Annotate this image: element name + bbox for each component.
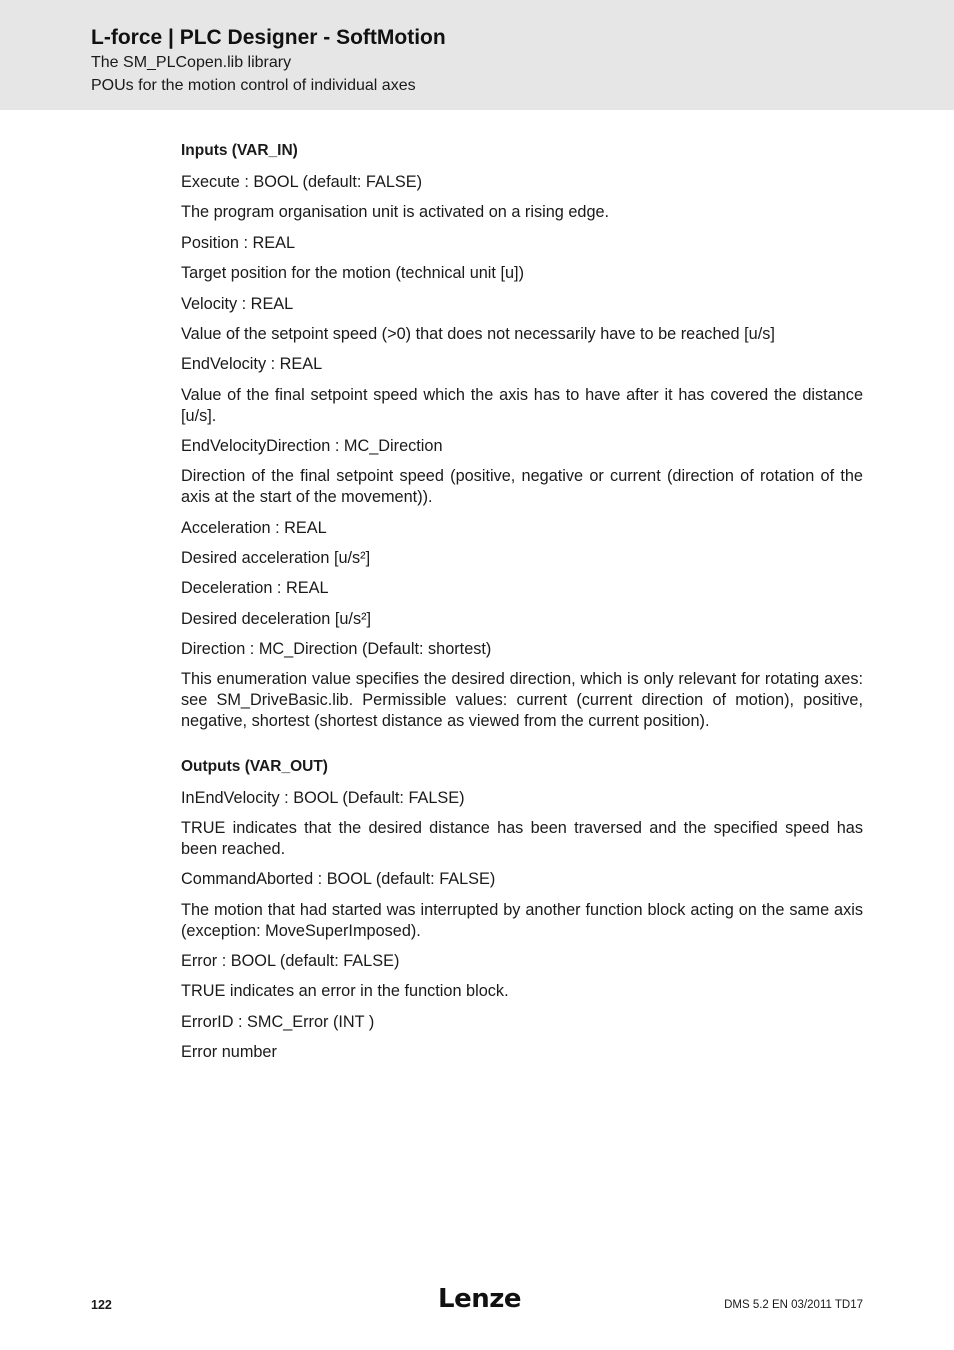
input-endvelocitydirection-desc: Direction of the final setpoint speed (positive, negative or current (direction of rotation of the axis at the start of the movement)). <box>181 467 863 507</box>
document-title: L-force | PLC Designer - SoftMotion <box>91 26 446 49</box>
input-deceleration-decl: Deceleration : REAL <box>181 579 329 598</box>
document-subtitle-library: The SM_PLCopen.lib library <box>91 54 292 71</box>
input-acceleration-decl: Acceleration : REAL <box>181 518 327 537</box>
input-execute-desc: The program organisation unit is activated on a rising edge. <box>181 203 610 222</box>
input-endvelocity-desc: Value of the final setpoint speed which the axis has to have after it has covered the distance [u/s]. <box>181 385 863 425</box>
input-acceleration-desc: Desired acceleration [u/s²] <box>181 548 371 567</box>
input-velocity-decl: Velocity : REAL <box>181 294 294 313</box>
lenze-logo: Lenze <box>438 1284 521 1314</box>
outputs-heading: Outputs (VAR_OUT) <box>181 757 328 775</box>
input-deceleration-desc: Desired deceleration [u/s²] <box>181 609 372 628</box>
output-errorid-desc: Error number <box>181 1043 277 1062</box>
output-commandaborted-decl: CommandAborted : BOOL (default: FALSE) <box>181 870 496 889</box>
input-direction-decl: Direction : MC_Direction (Default: shortest) <box>181 640 492 659</box>
output-commandaborted-desc: The motion that had started was interrupted by another function block acting on the same axis (exception: MoveSuperImposed). <box>181 900 863 940</box>
input-endvelocitydirection-decl: EndVelocityDirection : MC_Direction <box>181 436 443 455</box>
input-endvelocity-decl: EndVelocity : REAL <box>181 355 323 374</box>
output-errorid-decl: ErrorID : SMC_Error (INT ) <box>181 1012 375 1031</box>
input-position-desc: Target position for the motion (technical unit [u]) <box>181 264 524 283</box>
page-content <box>181 140 863 1073</box>
page-number: 122 <box>91 1298 112 1312</box>
output-error-desc: TRUE indicates an error in the function block. <box>181 982 509 1001</box>
inputs-heading: Inputs (VAR_IN) <box>181 142 298 159</box>
document-subtitle-section: POUs for the motion control of individual axes <box>91 77 416 94</box>
outputs-list <box>181 788 863 1063</box>
input-velocity-desc: Value of the setpoint speed (>0) that does not necessarily have to be reached [u/s] <box>181 324 775 343</box>
document-id: DMS 5.2 EN 03/2011 TD17 <box>724 1299 863 1311</box>
output-inendvelocity-desc: TRUE indicates that the desired distance has been traversed and the specified speed has been reached. <box>181 819 863 859</box>
input-direction-desc: This enumeration value specifies the desired direction, which is only relevant for rotating axes: see SM_DriveBasic.lib. Permissible values: current (current direction of motion), positive, negative, shortest (shortest distance as viewed from the current position). <box>181 670 863 731</box>
inputs-list <box>181 172 863 732</box>
input-execute-decl: Execute : BOOL (default: FALSE) <box>181 173 423 191</box>
input-position-decl: Position : REAL <box>181 233 296 252</box>
output-inendvelocity-decl: InEndVelocity : BOOL (Default: FALSE) <box>181 788 465 807</box>
page-header <box>0 0 954 110</box>
output-error-decl: Error : BOOL (default: FALSE) <box>181 952 400 970</box>
